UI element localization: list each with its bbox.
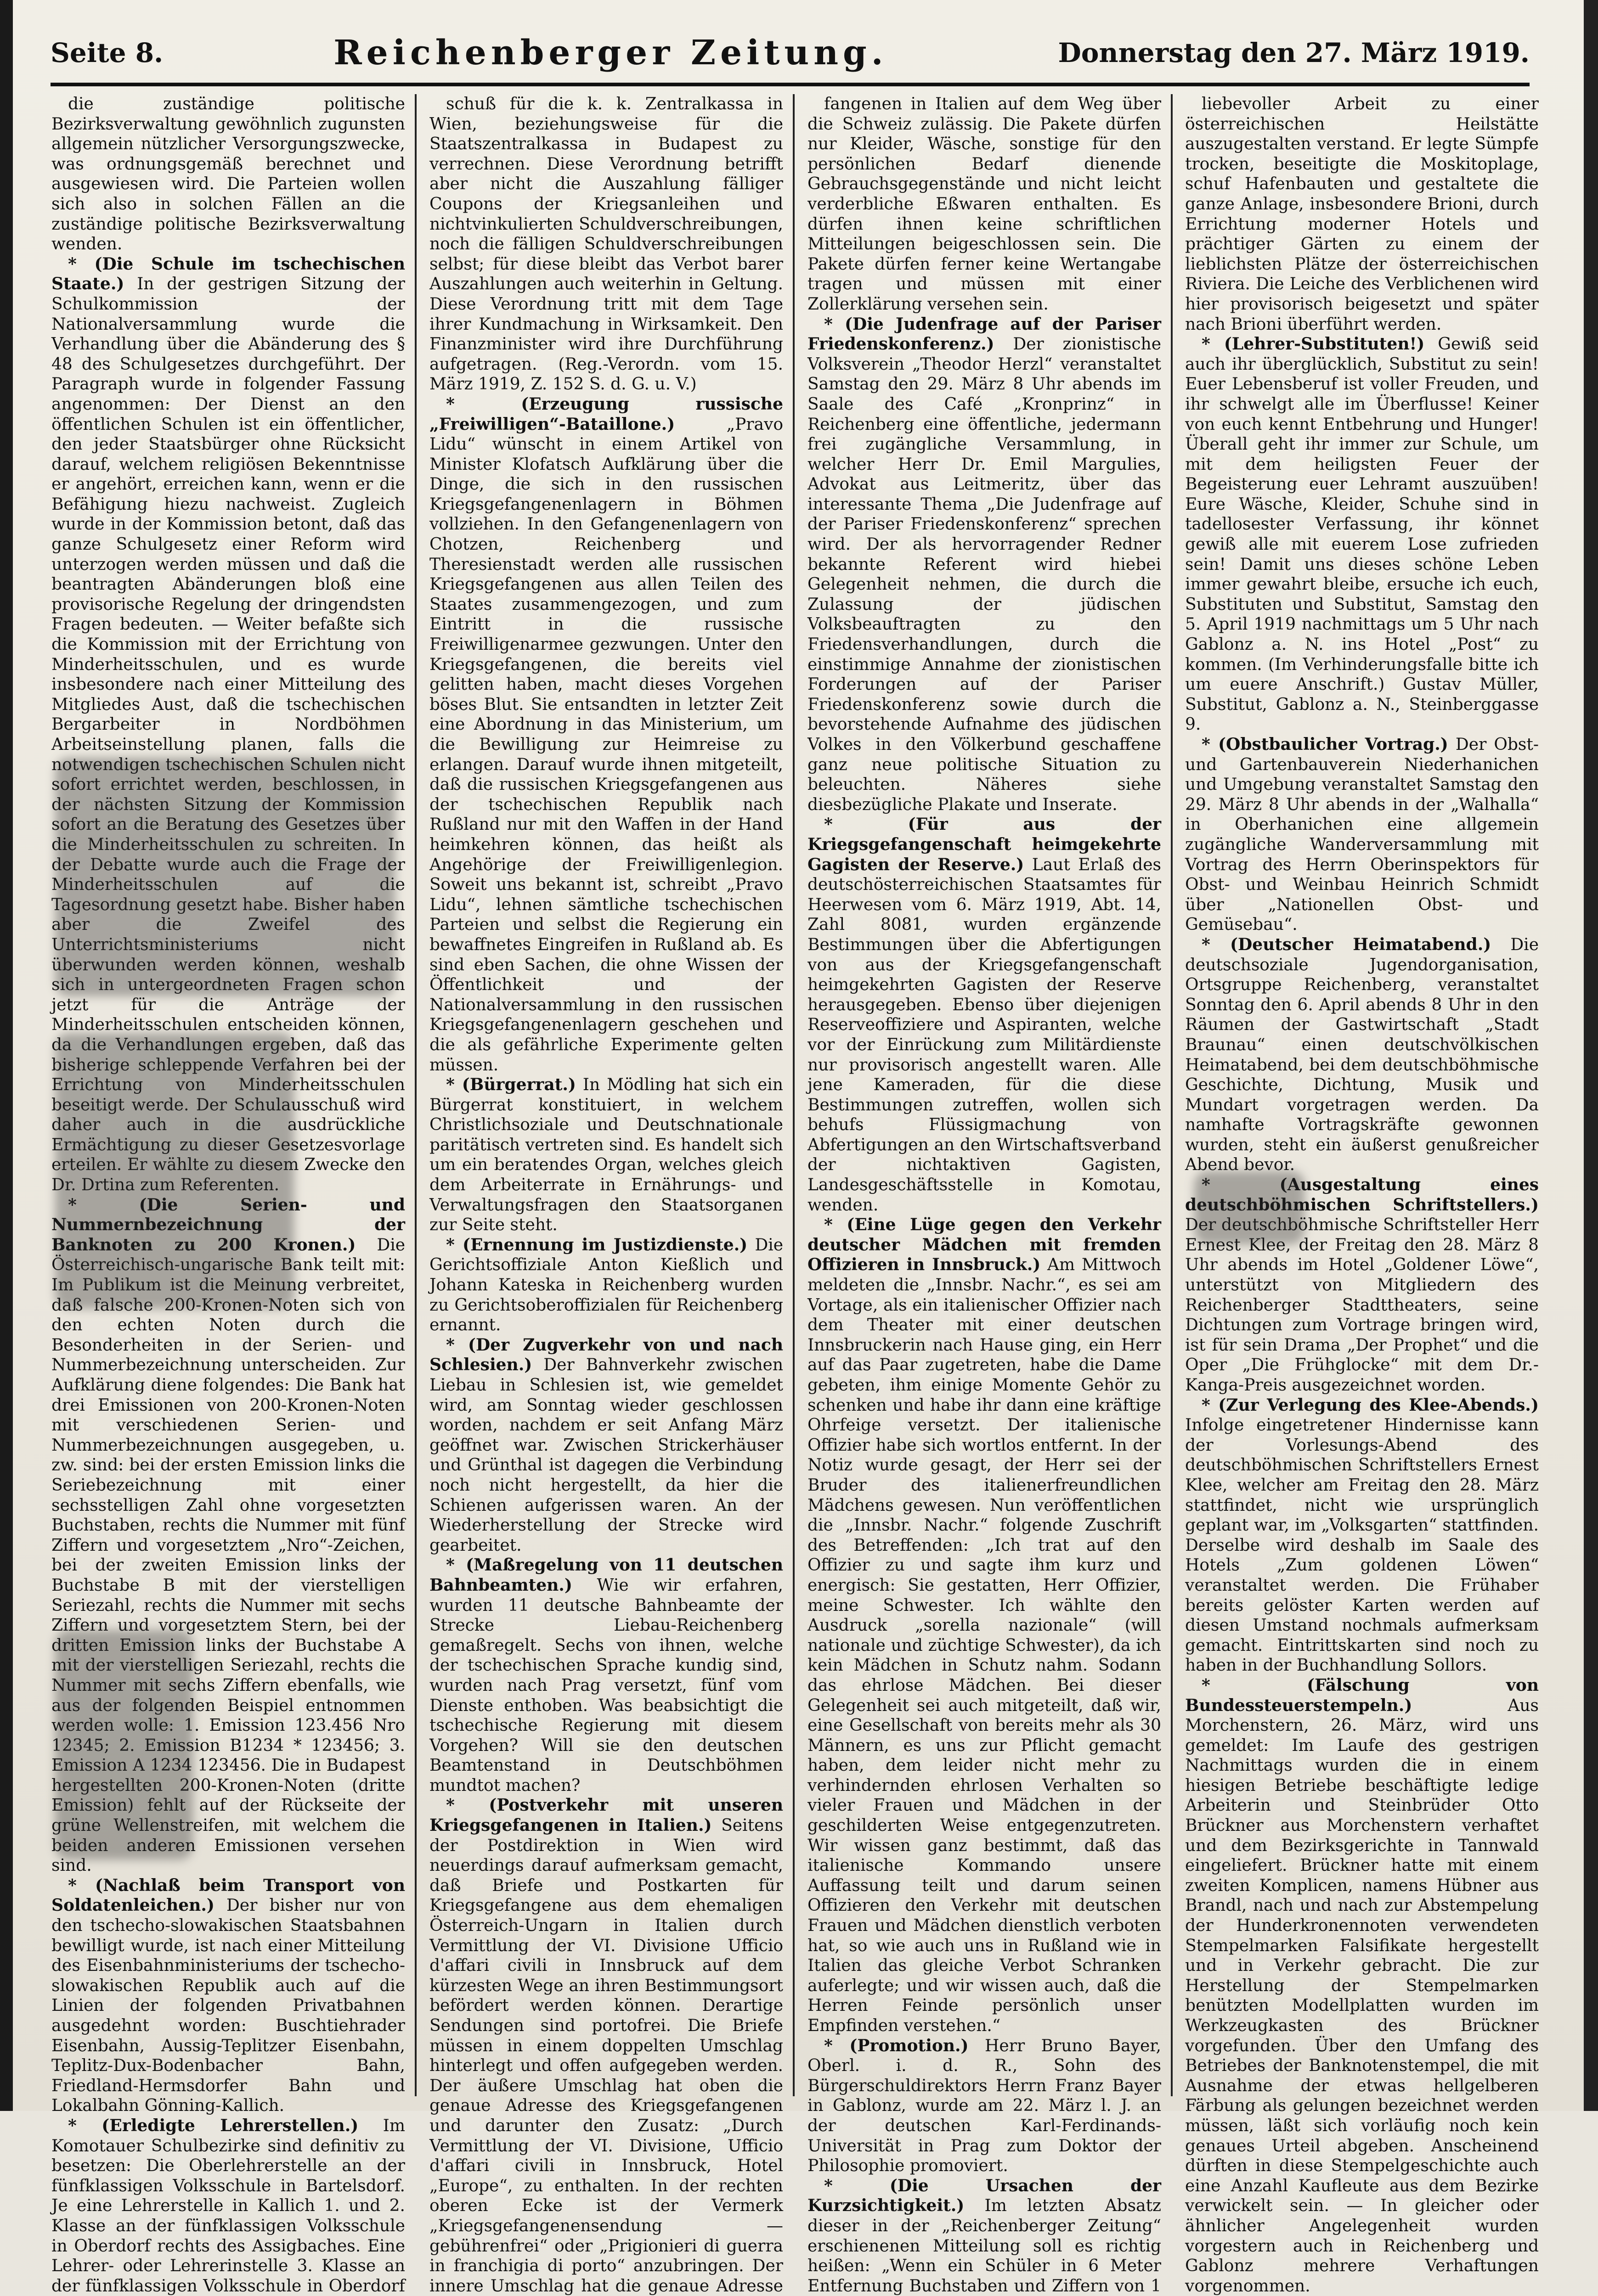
article-paragraph: * (Die Serien- und Nummernbezeichnung der Banknoten zu 200 Kronen.) Die Österreichisch-ungarische Bank teilt mit: Im Publikum ist die Meinung verbreitet, daß falsche 200-Kronen-Noten sich von den echten Noten durch die Besonderheiten in der Serien- und Nummerbezeichnung unterscheiden. Zur Aufklärung diene folgendes: Die Bank hat drei Emissionen von 200-Kronen-Noten mit verschiedenen Serien- und Nummerbezeichnungen ausgegeben, u. zw. sind: bei der ersten Emission links die Seriebezeichnung mit einer sechsstelligen Zahl ohne vorgesetzten Buchstaben, rechts die Nummer mit fünf Ziffern und vorgesetztem „Nro“-Zeichen, bei der zweiten Emission links der Buchstabe B mit der vierstelligen Seriezahl, rechts die Nummer mit sechs Ziffern und vorgesetztem Stern, bei der dritten Emission links der Buchstabe A mit der vierstelligen Seriezahl, rechts die Nummer mit sechs Ziffern ebenfalls, wie aus der folgenden Beispiel entnommen werden wolle: 1. Emission 123.456 Nro 12345; 2. Emission B1234 * 123456; 3. Emission A 1234 123456. Die in Budapest hergestellten 200-Kronen-Noten (dritte Emission) fehlt auf der Rückseite der grüne Wellenstreifen, mit welchem die beiden anderen Emissionen versehen sind.	[51, 1195, 406, 1875]
article-paragraph: * (Erzeugung russische „Freiwilligen“-Bataillone.) „Pravo Lidu“ wünscht in einem Artikel von Minister Klofatsch Aufklärung über die Dinge, die sich in den russischen Kriegsgefangenenlagern in Böhmen vollziehen. In den Gefangenenlagern von Chotzen, Reichenberg und Theresienstadt werden alle russischen Kriegsgefangenen aus allen Teilen des Staates zusammengezogen, und zum Eintritt in die russische Freiwilligenarmee gezwungen. Unter den Kriegsgefangenen, die bereits viel gelitten haben, macht dieses Vorgehen böses Blut. Sie entsandten in letzter Zeit eine Abordnung in das Ministerium, um die Bewilligung zur Heimreise zu erlangen. Darauf wurde ihnen mitgeteilt, daß die russischen Kriegsgefangenen aus der tschechischen Republik nach Rußland nur mit den Waffen in der Hand heimkehren können, das heißt als Angehörige der Freiwilligenlegion. Soweit uns bekannt ist, schreibt „Pravo Lidu“, lehnen sämtliche tschechischen Parteien und selbst die Regierung ein bewaffnetes Eingreifen in Rußland ab. Es sind eben Sachen, die ohne Wissen der Öffentlichkeit und der Nationalversammlung in den russischen Kriegsgefangenenlagern geschehen und die als gefährliche Experimente gelten müssen.	[429, 394, 783, 1075]
page-header	[51, 28, 1530, 78]
article-paragraph: * (Ernennung im Justizdienste.) Die Gerichtsoffiziale Anton Kießlich und Johann Kateska in Reichenberg wurden zu Gerichtsoberoffizialen für Reichenberg ernannt.	[429, 1235, 784, 1335]
column-divider	[415, 94, 417, 2096]
article-paragraph: die zuständige politische Bezirksverwaltung gewöhnlich zugunsten allgemein nützlicher Versorgungszwecke, was ordnungsgemäß berechnet und ausgewiesen wird. Die Parteien wollen sich also in solchen Fällen an die zuständige politische Bezirksverwaltung wenden.	[51, 95, 405, 254]
column-2	[429, 94, 784, 2296]
article-paragraph: * (Promotion.) Herr Bruno Bayer, Oberl. i. d. R., Sohn des Bürgerschuldirektors Herrn Franz Bayer in Gablonz, wurde am 22. März l. J. an der deutschen Karl-Ferdinands-Universität in Prag zum Doktor der Philosophie promoviert.	[807, 2036, 1161, 2176]
scan-border-left	[0, 0, 13, 2111]
column-divider	[793, 94, 795, 2096]
print-smudge	[55, 758, 395, 996]
article-paragraph: liebevoller Arbeit zu einer österreichischen Heilstätte auszugestalten verstand. Er legte Sümpfe trocken, beseitigte die Moskitoplage, schuf Hafenbauten und gestaltete die ganze Anlage, insbesondere Brioni, durch Errichtung moderner Hotels und prächtiger Gärten zu einem der lieblichsten Plätze der österreichischen Riviera. Die Leiche des Verblichenen wird hier provisorisch beigesetzt und später nach Brioni überführt werden.	[1185, 95, 1539, 334]
header-rule	[51, 83, 1530, 86]
article-paragraph: * (Die Schule im tschechischen Staate.) In der gestrigen Sitzung der Schulkommission der Nationalversammlung wurde die Verhandlung über die Abänderung des § 48 des Schulgesetzes durchgeführt. Der Paragraph wurde in folgender Fassung angenommen: Der Dienst an den öffentlichen Schulen ist ein öffentlicher, den jeder Staatsbürger ohne Rücksicht darauf, welchem religiösen Bekenntnisse er angehört, erreichen kann, wenn er die Befähigung hiezu nachweist. Zugleich wurde in der Kommission betont, daß das ganze Schulgesetz einer Reform wird unterzogen werden müssen und daß die beantragten Abänderungen bloß eine provisorische Regelung der dringendsten Fragen bedeuten. — Weiter befaßte sich die Kommission mit der Errichtung von Minderheitsschulen, und es wurde insbesondere nach einer Mitteilung des Mitgliedes Aust, daß die tschechischen Bergarbeiter in Nordböhmen Arbeitseinstellung planen, falls die notwendigen tschechischen Schulen nicht sofort errichtet werden, beschlossen, in der nächsten Sitzung der Kommission sofort an die Beratung des Gesetzes über die Minderheitsschulen zu schreiten. In der Debatte wurde auch die Frage der Minderheitsschulen auf die Tagesordnung gesetzt habe. Bisher haben aber die Zweifel des Unterrichtsministeriums nicht überwunden werden können, weshalb sich in untergeordneten Fragen schon jetzt für die Anträge der Minderheitsschulen entscheiden können, da die Verhandlungen ergeben, daß das bisherige schleppende Verfahren bei der Errichtung von Minderheitsschulen beseitigt werde. Der Schulausschuß wird daher auch in die ausdrückliche Ermächtigung zu dieser Gesetzesvorlage erteilen. Er wählte zu diesem Zwecke den Dr. Drtina zum Referenten.	[51, 254, 405, 1195]
article-paragraph: fangenen in Italien auf dem Weg über die Schweiz zulässig. Die Pakete dürfen nur Kleider, Wäsche, sonstige für den persönlichen Bedarf dienende Gebrauchsgegenstände und nicht leicht verderbliche Eßwaren enthalten. Es dürfen ihnen keine schriftlichen Mitteilungen beigeschlossen sein. Die Pakete dürfen ferner keine Wertangabe tragen und müssen mit einer Zollerklärung versehen sein.	[807, 95, 1161, 314]
print-smudge	[55, 1630, 193, 1860]
column-divider	[1171, 94, 1173, 2096]
article-paragraph: * (Nachlaß beim Transport von Soldatenleichen.) Der bisher nur von den tschecho-slowakischen Staatsbahnen bewilligt wurde, ist nach einer Mitteilung des Eisenbahnministeriums der tschecho-slowakischen Republik auch auf die Linien der folgenden Privatbahnen ausgedehnt worden: Buschtiehrader Eisenbahn, Aussig-Teplitzer Eisenbahn, Teplitz-Dux-Bodenbacher Bahn, Friedland-Hermsdorfer Bahn und Lokalbahn Gönning-Kallich.	[51, 1875, 405, 2116]
print-smudge	[1194, 1171, 1304, 1244]
page-number: Seite 8.	[51, 37, 164, 68]
article-paragraph: * (Ausgestaltung eines deutschböhmischen Schriftstellers.) Der deutschböhmische Schriftsteller Herr Ernest Klee, der Freitag den 28. März 8 Uhr abends im Hotel „Goldener Löwe“, unterstützt von Mitgliedern des Reichenberger Stadttheaters, seine Dichtungen zum Vortrage bringen wird, ist für sein Drama „Der Prophet“ und die Oper „Die Frühglocke“ mit dem Dr.-Kanga-Preis ausgezeichnet worden.	[1185, 1175, 1539, 1395]
article-paragraph: * (Fälschung von Bundessteuerstempeln.) Aus Morchenstern, 26. März, wird uns gemeldet: Im Laufe des gestrigen Nachmittags wurden die in einem hiesigen Betriebe beschäftigte ledige Arbeiterin und Steinbrüder Otto Brückner aus Morchenstern verhaftet und dem Bezirksgerichte in Tannwald eingeliefert. Brückner hatte mit einem zweiten Komplicen, namens Hübner aus Brandl, nach und nach zur Abstempelung der Hunderkronennoten verwendeten Stempelmarken Falsifikate hergestellt und in Verkehr gebracht. Die zur Herstellung der Stempelmarken benützten Modellplatten wurden im Werkzeugkasten des Brückner vorgefunden. Über den Umfang des Betriebes der Banknotenstempel, die mit Ausnahme der etwas hellgelberen Färbung als gelungen bezeichnet werden müssen, läßt sich vorläufig noch kein genaues Urteil abgeben. Anscheinend dürften in diese Stempelgeschichte auch eine Anzahl Kaufleute aus dem Bezirke verwickelt sein. — In gleicher oder ähnlicher Angelegenheit wurden vorgestern auch in Reichenberg und Gablonz mehrere Verhaftungen vorgenommen.	[1185, 1675, 1539, 2296]
issue-date: Donnerstag den 27. März 1919.	[1058, 37, 1530, 68]
article-paragraph: * (Maßregelung von 11 deutschen Bahnbeamten.) Wie wir erfahren, wurden 11 deutsche Bahnbeamte der Strecke Liebau-Reichenberg gemaßregelt. Sechs von ihnen, welche der tschechischen Sprache kundig sind, wurden nach Prag versetzt, fünf vom Dienste enthoben. Was beabsichtigt die tschechische Regierung mit diesem Vorgehen? Will sie den deutschen Beamtenstand in Deutschböhmen mundtot machen?	[429, 1555, 783, 1795]
scan-border-right	[1584, 0, 1598, 2111]
column-4	[1185, 94, 1539, 2296]
article-paragraph: * (Die Judenfrage auf der Pariser Friedenskonferenz.) Der zionistische Volksverein „Theodor Herzl“ veranstaltet Samstag den 29. März 8 Uhr abends im Saale des Café „Kronprinz“ in Reichenberg eine öffentliche, jedermann frei zugängliche Versammlung, in welcher Herr Dr. Emil Margulies, Advokat aus Leitmeritz, über das interessante Thema „Die Judenfrage auf der Pariser Friedenskonferenz“ sprechen wird. Der als hervorragender Redner bekannte Referent wird hiebei Gelegenheit nehmen, die durch die Zulassung der jüdischen Volksbeauftragten zu den Friedensverhandlungen, durch die einstimmige Annahme der zionistischen Forderungen auf der Pariser Friedenskonferenz sowie durch die bevorstehende Aufnahme des jüdischen Volkes in den Völkerbund geschaffene ganz neue politische Situation zu beleuchten. Näheres siehe diesbezügliche Plakate und Inserate.	[807, 314, 1161, 814]
article-paragraph: * (Eine Lüge gegen den Verkehr deutscher Mädchen mit fremden Offizieren in Innsbruck.) Am Mittwoch meldeten die „Innsbr. Nachr.“, es sei am Vortage, als ein italienischer Offizier nach dem Theater mit einer deutschen Innsbruckerin nach Hause ging, ein Herr auf das Paar zugetreten, habe die Dame gebeten, ihm einige Momente Gehör zu schenken und habe ihr dann eine kräftige Ohrfeige versetzt. Der italienische Offizier habe sich wortlos entfernt. In der Notiz wurde gesagt, der Herr sei der Bruder des italienerfreundlichen Mädchens gewesen. Nun veröffentlichen die „Innsbr. Nachr.“ folgende Zuschrift des Betreffenden: „Ich trat auf den Offizier zu und sagte ihm kurz und energisch: Sie gestatten, Herr Offizier, meine Schwester. Ich wählte den Ausdruck „sorella nazionale“ (will nationale und züchtige Schwester), da ich kein Mädchen in Schutz nahm. Sodann das ehrlose Mädchen. Bei dieser Gelegenheit sei auch mitgeteilt, daß wir, eine Gesellschaft von bereits mehr als 30 Männern, es uns zur Pflicht gemacht haben, dem leider nicht mehr zu verhindernden ehrlosen Verhalten so vieler Frauen und Mädchen in der geschilderten Weise entgegenzutreten. Wir wissen ganz bestimmt, daß das italienische Kommando unsere Auffassung teilt und darum seinen Offizieren den Verkehr mit deutschen Frauen und Mädchen dienstlich verboten hat, so wie auch uns in Rußland wie in Italien das gleiche Verbot Schranken auferlegte; und wir wissen auch, daß die Herren Feinde persönlich unser Empfinden verstehen.“	[807, 1215, 1161, 2035]
article-paragraph: * (Deutscher Heimatabend.) Die deutschsoziale Jugendorganisation, Ortsgruppe Reichenberg, veranstaltet Sonntag den 6. April abends 8 Uhr in den Räumen der Gastwirtschaft „Stadt Braunau“ einen deutschvölkischen Heimatabend, bei dem deutschböhmische Geschichte, Dichtung, Musik und Mundart vorgetragen werden. Da namhafte Vortragskräfte gewonnen wurden, steht ein äußerst genußreicher Abend bevor.	[1185, 934, 1539, 1175]
article-paragraph: * (Bürgerrat.) In Mödling hat sich ein Bürgerrat konstituiert, in welchem Christlichsoziale und Deutschnationale paritätisch vertreten sind. Es handelt sich um ein beratendes Organ, welches gleich dem Arbeiterrate in Ernährungs- und Verwaltungsfragen den Staatsorganen zur Seite steht.	[429, 1075, 783, 1235]
article-paragraph: * (Erledigte Lehrerstellen.) Im Komotauer Schulbezirke sind definitiv zu besetzen: Die Oberlehrerstelle an der fünfklassigen Volksschule in Bartelsdorf. Je eine Lehrerstelle in Kallich 1. und 2. Klasse an der fünfklassigen Volksschule in Oberdorf rechts des Assigbaches. Eine Lehrer- oder Lehrerinstelle 3. Klasse an der fünfklassigen Volksschule in Oberdorf	[51, 2116, 405, 2296]
article-paragraph: * (Für aus der Kriegsgefangenschaft heimgekehrte Gagisten der Reserve.) Laut Erlaß des deutschösterreichischen Staatsamtes für Heerwesen vom 6. März 1919, Abt. 14, Zahl 8081, wurden ergänzende Bestimmungen über die Abfertigungen von aus der Kriegsgefangenschaft heimgekehrten Gagisten der Reserve herausgegeben. Ebenso über diejenigen Reserveoffiziere und Aspiranten, welche vor der Einrückung zum Militärdienste nur provisorisch angestellt waren. Alle jene Kameraden, für die diese Bestimmungen zutreffen, wollen sich behufs Flüssigmachung von Abfertigungen an den Wirtschaftsverband der nichtaktiven Gagisten, Landesgeschäftsstelle in Komotau, wenden.	[807, 815, 1162, 1215]
newspaper-title: Reichenberger Zeitung.	[333, 33, 888, 73]
column-3	[807, 94, 1162, 2296]
print-smudge	[55, 1033, 294, 1309]
article-paragraph: * (Obstbaulicher Vortrag.) Der Obst- und Gartenbauverein Niederhanichen und Umgebung veranstaltet Samstag den 29. März 8 Uhr abends in der „Walhalla“ in Oberhanichen eine allgemein zugängliche Wanderversammlung mit Vortrag des Herrn Oberinspektors für Obst- und Weinbau Heinrich Schmidt über „Nationellen Obst- und Gemüsebau“.	[1185, 735, 1539, 934]
article-paragraph: * (Lehrer-Substituten!) Gewiß seid auch ihr überglücklich, Substitut zu sein! Euer Lebensberuf ist voller Freuden, und ihr schwelgt alle im Überflusse! Keiner von euch kennt Entbehrung und Hunger! Überall geht ihr immer zur Schule, um mit dem heiligsten Feuer der Begeisterung euer Lehramt auszuüben! Eure Wäsche, Kleider, Schuhe sind in tadellosester Verfassung, ihr könnet gewiß alle mit euerem Lose zufrieden sein! Damit uns dieses schöne Leben immer gewahrt bleibe, ersuche ich euch, Substituten und Substitut, Samstag den 5. April 1919 nachmittags um 5 Uhr nach Gablonz a. N. ins Hotel „Post“ zu kommen. (Im Verhinderungsfalle bitte ich um euere Anschrift.) Gustav Müller, Substitut, Gablonz a. N., Steinberggasse 9.	[1185, 334, 1539, 734]
article-paragraph: * (Die Ursachen der Kurzsichtigkeit.) Im letzten Absatz dieser in der „Reichenberger Zeitung“ erschienenen Mitteilung soll es richtig heißen: „Wenn ein Schüler in 6 Meter Entfernung Buchstaben und Ziffern von 1	[807, 2176, 1161, 2296]
article-paragraph: schuß für die k. k. Zentralkassa in Wien, beziehungsweise für die Staatszentralkassa in Budapest zu verrechnen. Diese Verordnung betrifft aber nicht die Auszahlung fälliger Coupons der Kriegsanleihen und nichtvinkulierten Schuldverschreibungen, noch die fälligen Schuldverschreibungen selbst; für diese bleibt das Verbot barer Auszahlungen auch weiterhin in Geltung. Diese Verordnung tritt mit dem Tage ihrer Kundmachung in Wirksamkeit. Den Finanzminister wird ihre Durchführung aufgetragen. (Reg.-Verordn. vom 15. März 1919, Z. 152 S. d. G. u. V.)	[429, 95, 783, 394]
article-paragraph: * (Der Zugverkehr von und nach Schlesien.) Der Bahnverkehr zwischen Liebau in Schlesien ist, wie gemeldet wird, am Sonntag wieder geschlossen worden, nachdem er seit Anfang März geöffnet war. Zwischen Strickerhäuser und Grünthal ist dagegen die Verbindung noch nicht hergestellt, da hier die Schienen aufgerissen waren. An der Wiederherstellung der Strecke wird gearbeitet.	[429, 1335, 783, 1555]
article-paragraph: * (Zur Verlegung des Klee-Abends.) Infolge eingetretener Hindernisse kann der Vorlesungs-Abend des deutschböhmischen Schriftstellers Ernest Klee, welcher am Freitag den 28. März stattfindet, nicht wie ursprünglich geplant war, im „Volksgarten“ stattfinden. Derselbe wird deshalb im Saale des Hotels „Zum goldenen Löwen“ veranstaltet werden. Die Frühaber bereits gelöster Karten werden auf diesen Umstand nochmals aufmerksam gemacht. Eintrittskarten sind noch zu haben in der Buchhandlung Sollors.	[1185, 1395, 1539, 1675]
article-paragraph: * (Postverkehr mit unseren Kriegsgefangenen in Italien.) Seitens der Postdirektion in Wien wird neuerdings darauf aufmerksam gemacht, daß Briefe und Postkarten für Kriegsgefangene aus dem ehemaligen Österreich-Ungarn in Italien durch Vermittlung der VI. Divisione Ufficio d'affari civili in Innsbruck auf dem kürzesten Wege an ihren Bestimmungsort befördert werden können. Derartige Sendungen sind portofrei. Die Briefe müssen in einem doppelten Umschlag hinterlegt und offen aufgegeben werden. Der äußere Umschlag hat oben die genaue Adresse des Kriegsgefangenen und darunter den Zusatz: „Durch Vermittlung der VI. Divisione, Ufficio d'affari civili in Innsbruck, Hotel „Europe“, zu enthalten. In der rechten oberen Ecke ist der Vermerk „Kriegsgefangenensendung — gebührenfrei“ oder „Prigionieri di guerra in franchigia di porto“ anzubringen. Der innere Umschlag hat die genaue Adresse	[429, 1795, 784, 2296]
